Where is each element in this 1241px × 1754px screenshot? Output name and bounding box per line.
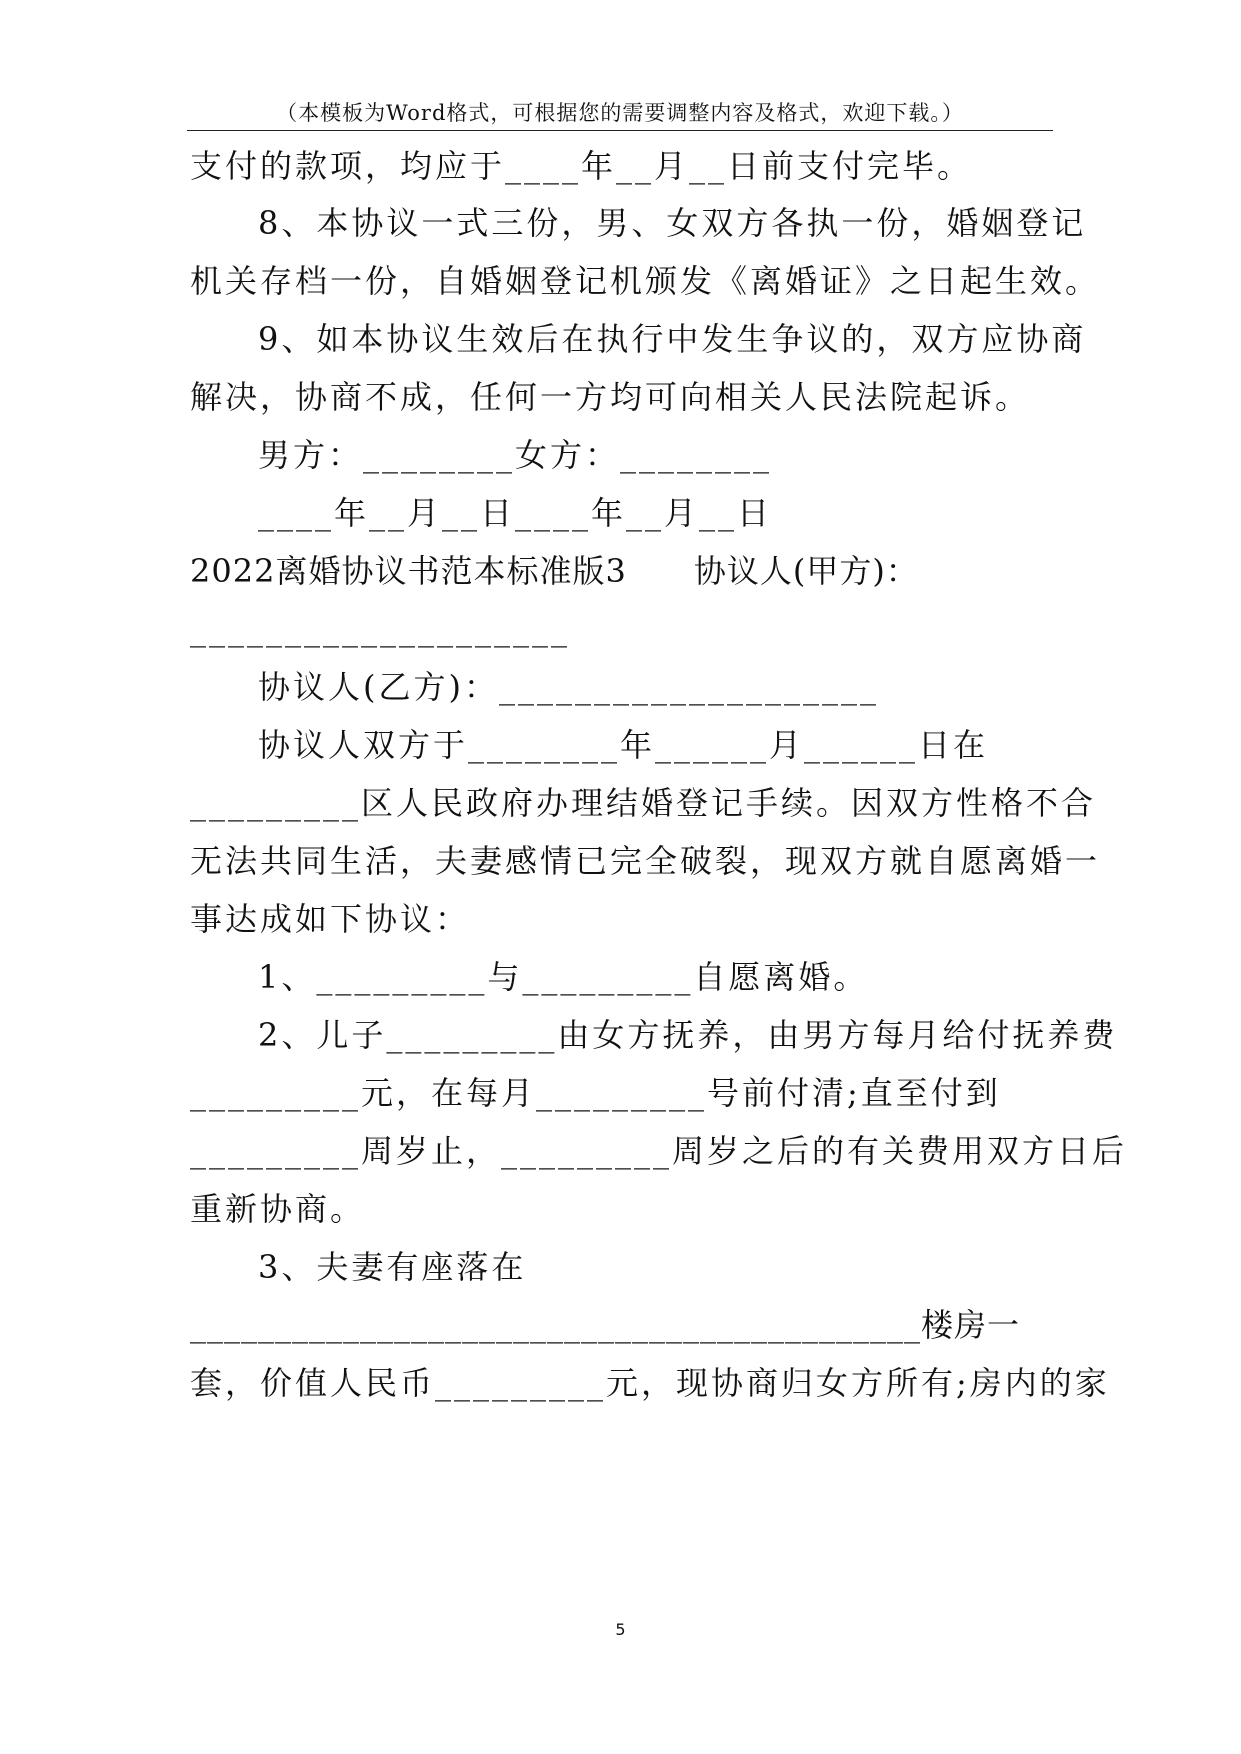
body-line: 支付的款项，均应于____年__月__日前支付完毕。 — [190, 147, 973, 185]
body-line: 重新协商。 — [190, 1190, 366, 1228]
body-line: ___________________________________________楼房一 — [190, 1306, 1021, 1344]
body-line: 9、如本协议生效后在执行中发生争议的，双方应协商 — [258, 320, 1087, 358]
section-title: 2022离婚协议书范本标准版3 协议人(甲方)： — [190, 552, 919, 590]
clause-line: 1、_________与_________自愿离婚。 — [258, 958, 869, 996]
header-note: （本模板为Word格式，可根据您的需要调整内容及格式，欢迎下载。） — [276, 101, 964, 125]
body-line: 套，价值人民币_________元，现协商归女方所有;房内的家 — [190, 1364, 1110, 1402]
body-line: 无法共同生活，夫妻感情已完全破裂，现双方就自愿离婚一 — [190, 842, 1101, 880]
date-line: ____年__月__日____年__月__日 — [258, 494, 773, 532]
page-number: 5 — [615, 1620, 626, 1639]
body-line: 协议人(乙方)：____________________ — [258, 668, 879, 706]
body-line: 解决，协商不成，任何一方均可向相关人民法院起诉。 — [190, 378, 1031, 416]
body-line: ____________________ — [190, 610, 570, 648]
signature-line: 男方：________女方：________ — [258, 436, 773, 474]
body-line: 机关存档一份，自婚姻登记机颁发《离婚证》之日起生效。 — [190, 262, 1101, 300]
header-rule — [187, 130, 1053, 131]
body-line: _________周岁止，_________周岁之后的有关费用双方日后 — [190, 1132, 1128, 1170]
clause-line: 3、夫妻有座落在 — [258, 1248, 527, 1286]
body-line: 事达成如下协议： — [190, 900, 471, 938]
clause-line: 2、儿子_________由女方抚养，由男方每月给付抚养费 — [258, 1016, 1118, 1054]
body-line: 8、本协议一式三份，男、女双方各执一份，婚姻登记 — [258, 204, 1087, 242]
body-line: _________元，在每月_________号前付清;直至付到 — [190, 1074, 1001, 1112]
body-line: 协议人双方于________年______月______日在 — [258, 726, 989, 764]
body-line: _________区人民政府办理结婚登记手续。因双方性格不合 — [190, 784, 1097, 822]
